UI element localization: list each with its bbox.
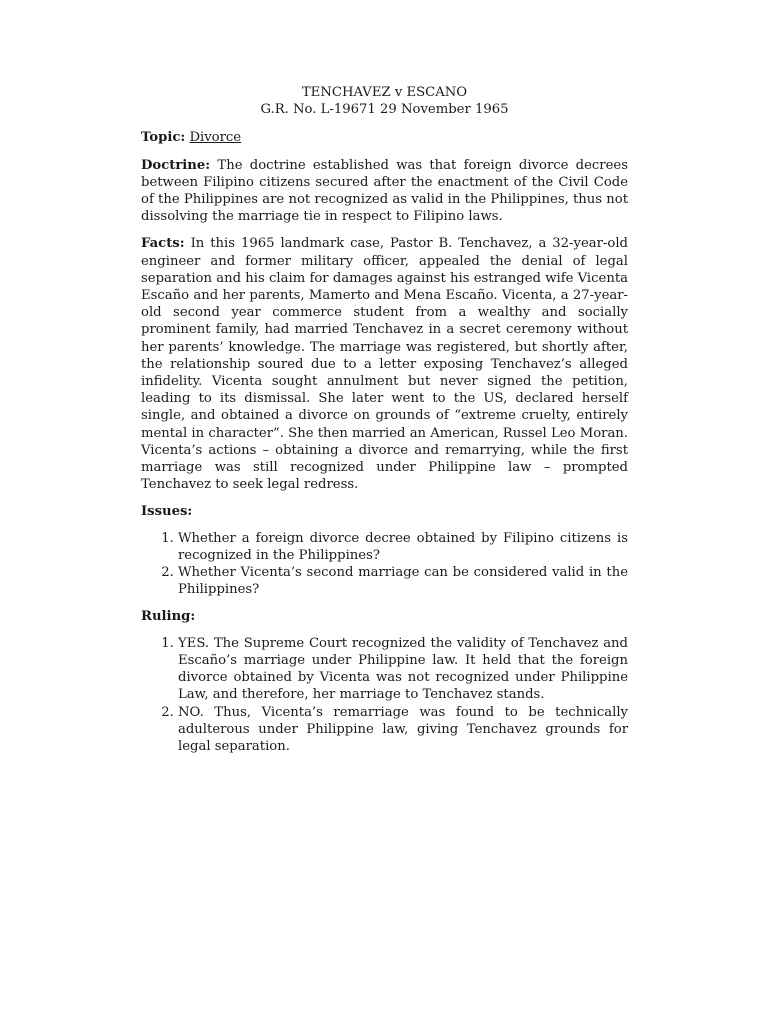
case-number: G.R. No. L-19671 29 November 1965: [260, 102, 509, 118]
ruling-item: 1. YES. The Supreme Court recognized the validity of Tenchavez and Escaño’s marriage under Philippine law. It held that the foreign divorce obtained by Vicenta was not recognized under Philippine Law, and therefore, her marriage to Tenchavez stands.: [178, 635, 628, 704]
topic-label: Topic:: [141, 130, 186, 146]
facts-label: Facts:: [141, 236, 185, 252]
document-page: [141, 84, 628, 765]
facts-section: [141, 235, 628, 493]
topic-value: Divorce: [189, 130, 242, 146]
issues-heading: Issues:: [141, 504, 193, 520]
ruling-heading: Ruling:: [141, 609, 196, 625]
doctrine-section: [141, 157, 628, 226]
doctrine-label: Doctrine:: [141, 157, 211, 173]
issues-list: [141, 530, 628, 599]
facts-text: In this 1965 landmark case, Pastor B. Tenchavez, a 32-year-old engineer and former military officer, appealed the denial of legal separation and his claim for damages against his estranged wife Vicenta Escaño and her parents, Mamerto and Mena Escaño. Vicenta, a 27-year-old second year commerce student from a wealthy and socially prominent family, had married Tenchavez in a secret ceremony without her parents’ knowledge. The marriage was registered, but shortly after, the relationship soured due to a letter exposing Tenchavez’s alleged infidelity. Vicenta sought annulment but never signed the petition, leading to its dismissal. She later went to the US, declared herself single, and obtained a divorce on grounds of “extreme cruelty, entirely mental in character”. She then married an American, Russel Leo Moran. Vicenta’s actions – obtaining a divorce and remarrying, while the first marriage was still recognized under Philippine law – prompted Tenchavez to seek legal redress.: [141, 236, 628, 493]
case-name: TENCHAVEZ v ESCANO: [301, 85, 468, 100]
doctrine-text: The doctrine established was that foreign divorce decrees between Filipino citizens secured after the enactment of the Civil Code of the Philippines are not recognized as valid in the Philippines, thus not dissolving the marriage tie in respect to Filipino laws.: [141, 157, 628, 225]
issue-item: 1. Whether a foreign divorce decree obtained by Filipino citizens is recognized in the Philippines?: [178, 530, 628, 564]
issue-item: 2. Whether Vicenta’s second marriage can be considered valid in the Philippines?: [178, 564, 628, 598]
case-header: [141, 84, 628, 118]
ruling-item: 2. NO. Thus, Vicenta’s remarriage was found to be technically adulterous under Philippine law, giving Tenchavez grounds for legal separation.: [178, 704, 628, 756]
ruling-list: [141, 635, 628, 755]
topic-section: [141, 129, 628, 146]
